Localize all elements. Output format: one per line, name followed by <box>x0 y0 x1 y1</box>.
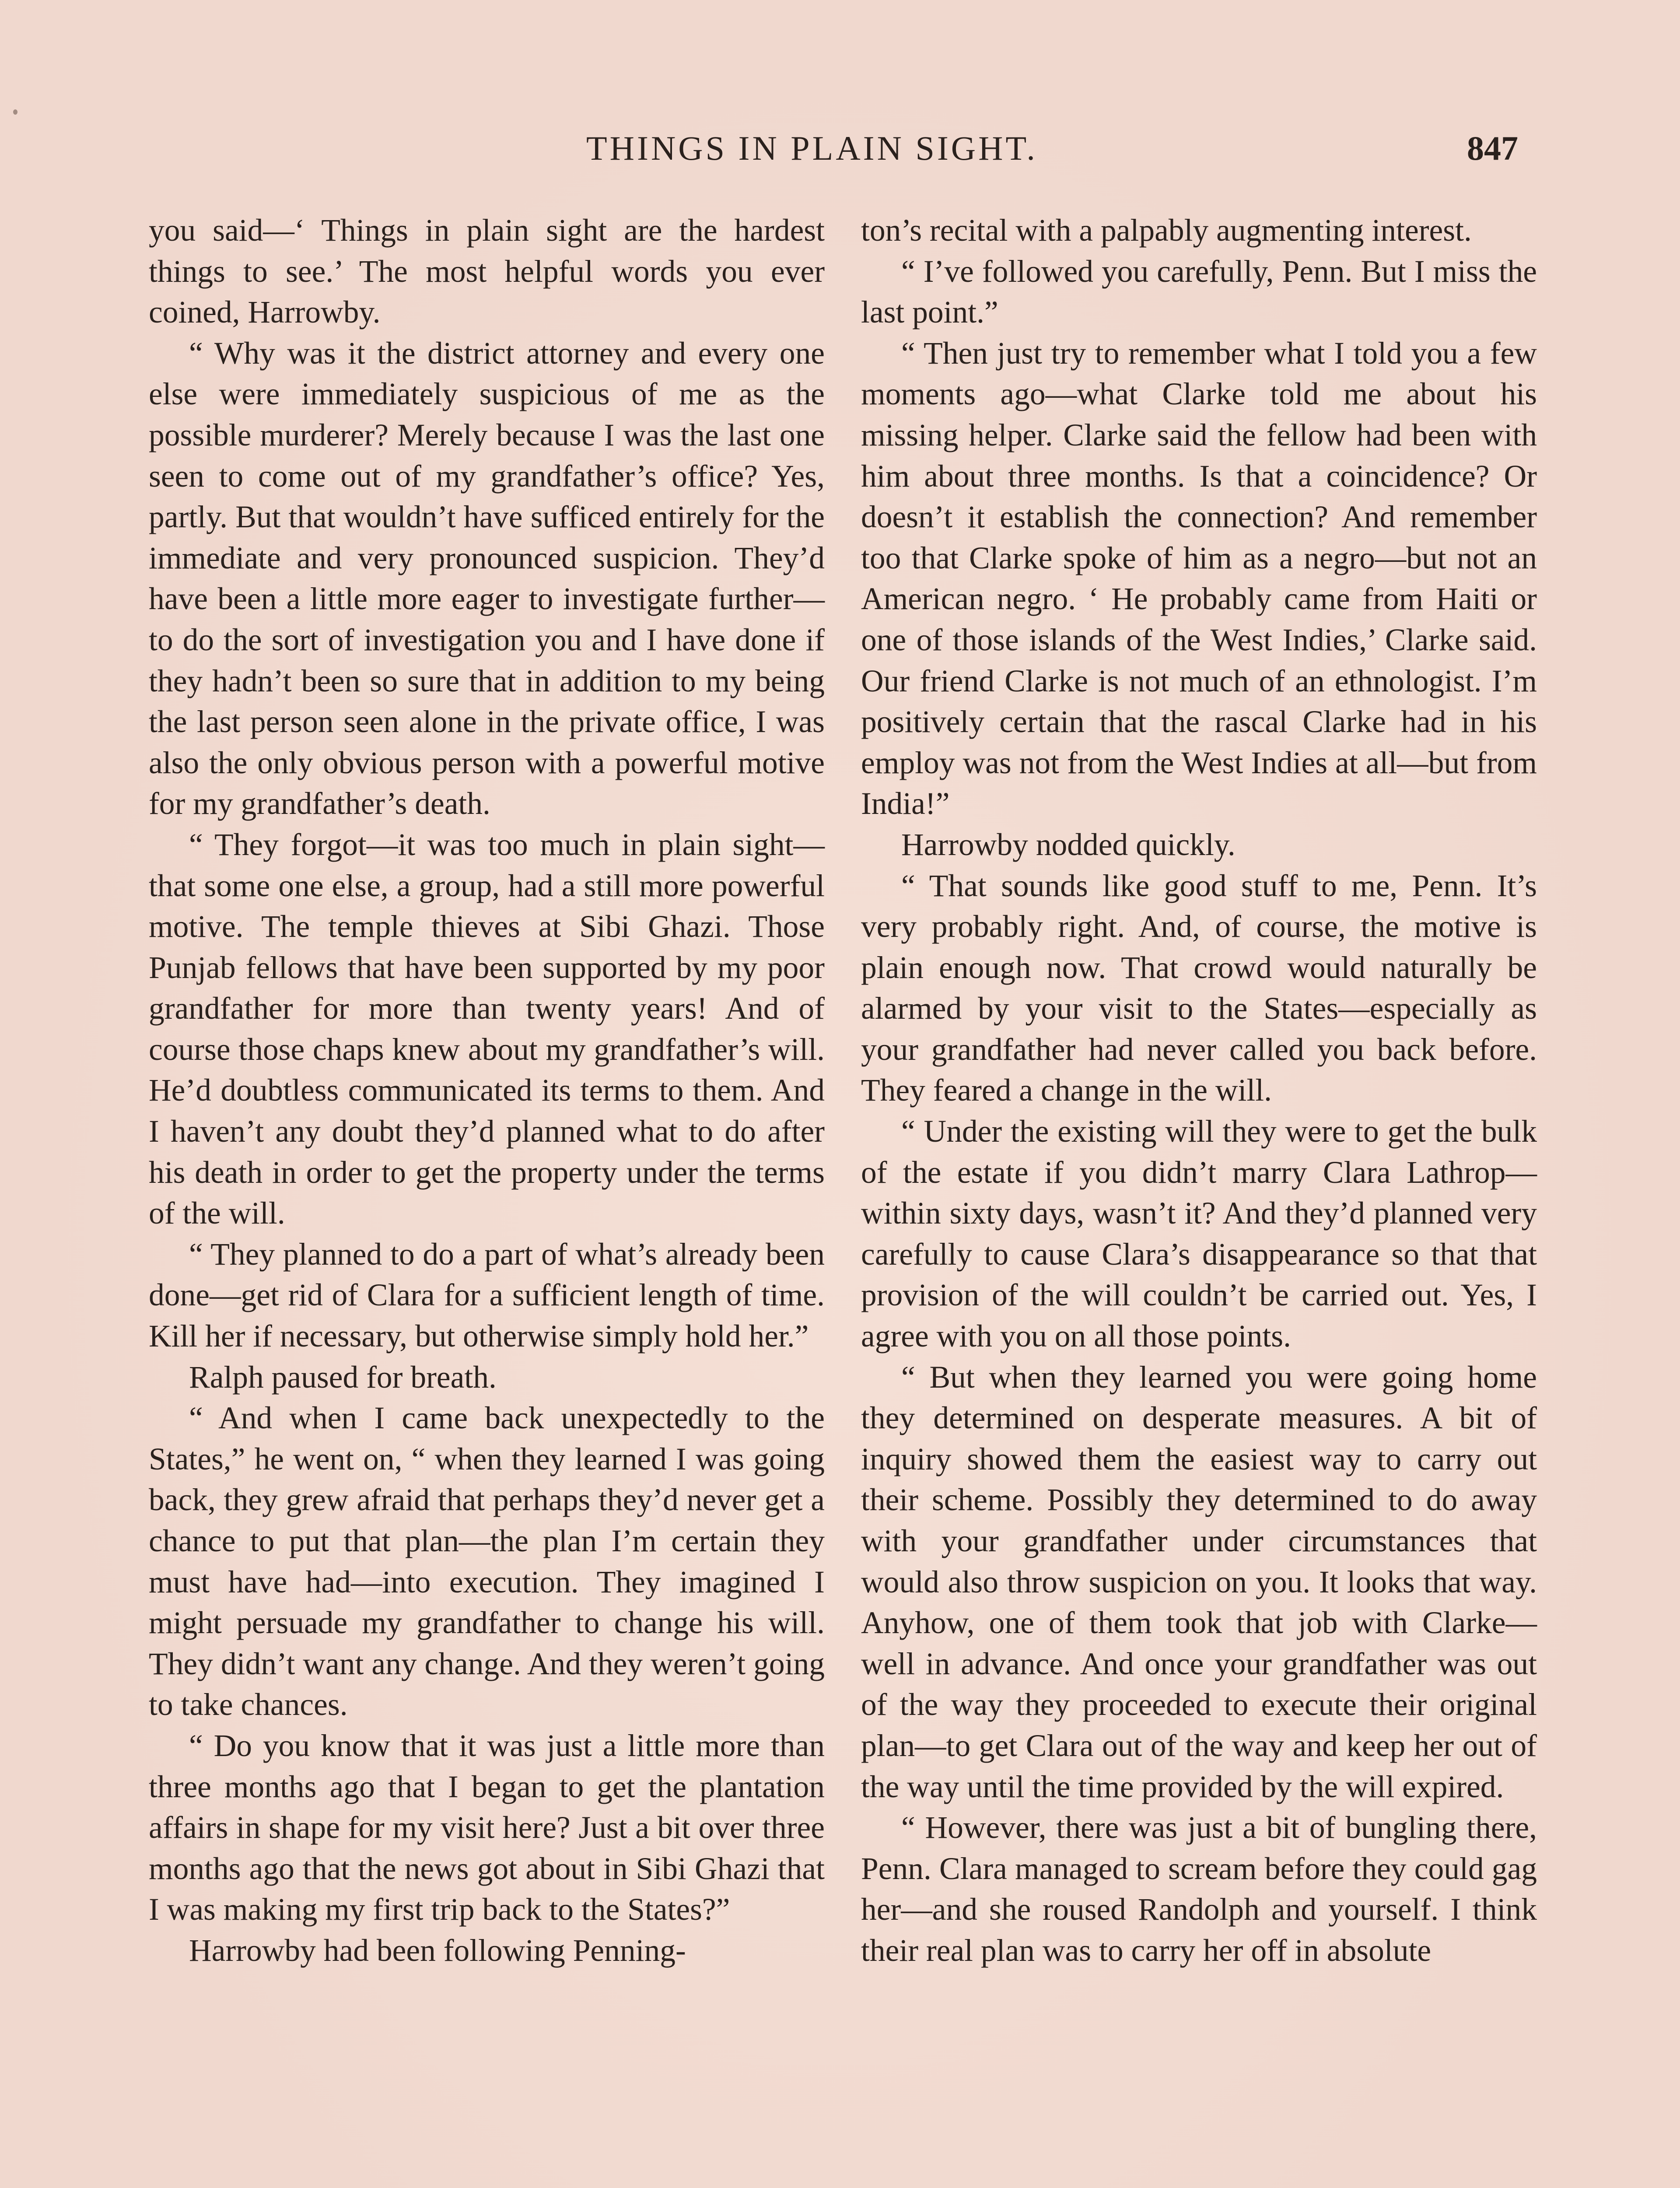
left-text-column <box>149 210 825 1971</box>
paragraph: “ That sounds like good stuff to me, Penn. It’s very probably right. And, of course, the motive is plain enough now. That crowd would naturally be alarmed by your visit to the States—especially as your grandfather had never called you back before. They feared a change in the will. <box>861 868 1537 1108</box>
paragraph: “ Then just try to remember what I told you a few moments ago—what Clarke told me about his missing helper. Clarke said the fellow had been with him about three months. Is that a coincidence? Or doesn’t it establish the connection? And remember too that Clarke spoke of him as a negro—but not an American negro. ‘ He probably came from Haiti or one of those islands of the West Indies,’ Clarke said. Our friend Clarke is not much of an ethnologist. I’m positively certain that the rascal Clarke had in his employ was not from the West Indies at all—but from India!” <box>861 336 1537 821</box>
paragraph: “ Why was it the district attorney and every one else were immediately suspicious of me as the possible murderer? Merely because I was the last one seen to come out of my grandfather’s office? Yes, partly. But that wouldn’t have sufficed entirely for the immediate and very pronounced suspicion. They’d have been a little more eager to investigate further—to do the sort of investigation you and I have done if they hadn’t been so sure that in addition to my being the last person seen alone in the private office, I was also the only obvious person with a powerful motive for my grandfather’s death. <box>149 336 825 821</box>
paragraph: “ Under the existing will they were to get the bulk of the estate if you didn’t marry Clara Lathrop—within sixty days, wasn’t it? And they’d planned very carefully to cause Clara’s disappearance so that that provision of the will couldn’t be carried out. Yes, I agree with you on all those points. <box>861 1114 1537 1354</box>
running-head-title: THINGS IN PLAIN SIGHT. <box>586 129 1038 167</box>
paragraph: “ And when I came back unexpectedly to the States,” he went on, “ when they learned I was going back, they grew afraid that perhaps they’d never get a chance to put that plan—the plan I’m certain they must have had—into execution. They imagined I might persuade my grandfather to change his will. They didn’t want any change. And they weren’t going to take chances. <box>149 1401 825 1722</box>
paragraph: Harrowby had been following Penning- <box>189 1933 686 1968</box>
paragraph: “ Do you know that it was just a little more than three months ago that I began to get the plantation affairs in shape for my visit here? Just a bit over three months ago that the news got about in Sibi Ghazi that I was making my first trip back to the States?” <box>149 1728 825 1927</box>
paragraph: “ They planned to do a part of what’s already been done—get rid of Clara for a sufficient length of time. Kill her if necessary, but otherwise simply hold her.” <box>149 1237 825 1354</box>
paragraph: “ But when they learned you were going home they determined on desperate measures. A bit of inquiry showed them the easiest way to carry out their scheme. Possibly they determined to do away with your grandfather under circumstances that would also throw suspicion on you. It looks that way. Anyhow, one of them took that job with Clarke—well in advance. And once your grandfather was out of the way they proceeded to execute their original plan—to get Clara out of the way and keep her out of the way until the time provided by the will expired. <box>861 1360 1537 1804</box>
paragraph: “ I’ve followed you carefully, Penn. But I miss the last point.” <box>861 254 1537 330</box>
paper-stain <box>13 109 18 115</box>
page-number: 847 <box>1467 129 1518 167</box>
right-text-column <box>861 210 1537 1971</box>
paragraph: you said—‘ Things in plain sight are the hardest things to see.’ The most helpful words you ever coined, Harrowby. <box>149 213 825 330</box>
paragraph: “ However, there was just a bit of bungling there, Penn. Clara managed to scream before they could gag her—and she roused Randolph and yourself. I think their real plan was to carry her off in absolute <box>861 1810 1537 1968</box>
paragraph: Ralph paused for breath. <box>189 1360 497 1395</box>
paragraph: ton’s recital with a palpably augmenting interest. <box>861 213 1472 248</box>
paragraph: Harrowby nodded quickly. <box>901 827 1236 862</box>
paragraph: “ They forgot—it was too much in plain sight—that some one else, a group, had a still more powerful motive. The temple thieves at Sibi Ghazi. Those Punjab fellows that have been supported by my poor grandfather for more than twenty years! And of course those chaps knew about my grandfather’s will. He’d doubtless communicated its terms to them. And I haven’t any doubt they’d planned what to do after his death in order to get the property under the terms of the will. <box>149 827 825 1231</box>
